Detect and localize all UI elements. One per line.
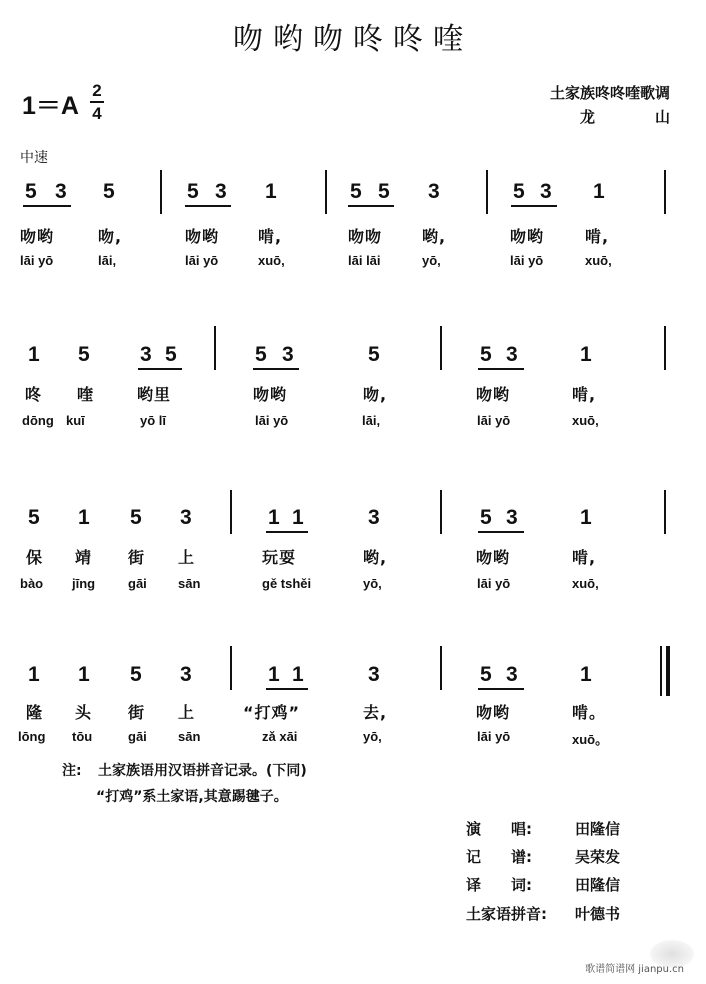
note: 5 — [480, 506, 492, 529]
lyric: 啃, — [258, 227, 283, 246]
note: 1 — [78, 663, 90, 686]
note: 3 — [368, 663, 380, 686]
note: 3 — [55, 180, 67, 203]
pinyin: xuō, — [572, 576, 599, 591]
pinyin: gāi — [128, 576, 147, 591]
barline — [230, 490, 232, 534]
barline — [486, 170, 488, 214]
lyric: 吻哟 — [476, 548, 511, 567]
pinyin: lāi yō — [510, 253, 544, 268]
barline — [440, 326, 442, 370]
time-sig-top: 2 — [92, 81, 102, 100]
note: 5 — [350, 180, 362, 203]
lyric: 吻哟 — [476, 385, 511, 404]
note: 1 — [78, 506, 90, 529]
pinyin: lāi yō — [477, 413, 511, 428]
lyric: 街 — [128, 548, 146, 567]
lyric: 哟里 — [137, 385, 172, 404]
footnote-label: 注: — [62, 763, 82, 779]
note: 1 — [268, 663, 280, 686]
lyric: 玩耍 — [262, 548, 297, 567]
lyric: 吻, — [363, 385, 388, 404]
note: 3 — [140, 343, 152, 366]
note: 1 — [292, 663, 304, 686]
pinyin: lāi yō — [255, 413, 289, 428]
pinyin: xuō, — [585, 253, 612, 268]
pinyin: zǎ xāi — [262, 729, 298, 744]
note: 5 — [165, 343, 177, 366]
note: 1 — [28, 343, 40, 366]
beam — [185, 205, 231, 207]
pinyin: gāi — [128, 729, 147, 744]
beam — [511, 205, 557, 207]
lyric: 靖 — [75, 548, 93, 567]
pinyin: bào — [20, 576, 44, 591]
pinyin: lāi yō — [20, 253, 54, 268]
credit-name: 吴荣发 — [575, 848, 621, 866]
note: 1 — [580, 506, 592, 529]
barline — [214, 326, 216, 370]
credit-name: 田隆信 — [575, 876, 621, 894]
beam — [478, 531, 524, 533]
note: 3 — [282, 343, 294, 366]
note: 5 — [255, 343, 267, 366]
lyric: 哟, — [422, 227, 447, 246]
credit-name: 田隆信 — [575, 820, 621, 838]
note: 3 — [506, 663, 518, 686]
note: 3 — [506, 506, 518, 529]
credit-role: 译 词: — [466, 876, 532, 894]
barline — [664, 326, 666, 370]
footnote-line-1: 土家族语用汉语拼音记录。(下同) — [98, 763, 307, 779]
barline — [230, 646, 232, 690]
lyric: 隆 — [26, 703, 44, 722]
key-signature: 1＝A — [22, 92, 79, 120]
lyric: 咚 — [25, 385, 43, 404]
note: 5 — [25, 180, 37, 203]
lyric: 上 — [178, 703, 196, 722]
lyric: 吻哟 — [20, 227, 55, 246]
lyric: 上 — [178, 548, 196, 567]
source-place: 龙 山 — [579, 108, 670, 126]
barline — [325, 170, 327, 214]
note: 1 — [28, 663, 40, 686]
lyric: 头 — [75, 703, 93, 722]
lyric: 哟, — [363, 548, 388, 567]
tempo-marking: 中速 — [20, 150, 48, 166]
beam — [23, 205, 71, 207]
credit-name: 叶德书 — [575, 905, 621, 923]
note: 3 — [368, 506, 380, 529]
note: 5 — [187, 180, 199, 203]
beam — [138, 368, 182, 370]
pinyin: dōng — [22, 413, 54, 428]
lyric: 去, — [363, 703, 388, 722]
note: 1 — [580, 343, 592, 366]
beam — [253, 368, 299, 370]
watermark: 歌谱简谱网 jianpu.cn — [585, 964, 684, 975]
note: 1 — [268, 506, 280, 529]
lyric: 啃, — [572, 548, 597, 567]
pinyin: xuō, — [258, 253, 285, 268]
lyric: 吻哟 — [253, 385, 288, 404]
credit-role: 演 唱: — [466, 820, 532, 838]
note: 1 — [580, 663, 592, 686]
pinyin: yō, — [363, 729, 382, 744]
pinyin: sān — [178, 729, 201, 744]
time-signature — [90, 80, 104, 124]
note: 5 — [378, 180, 390, 203]
credit-role: 记 谱: — [466, 848, 532, 866]
song-title: 吻哟吻咚咚喹 — [233, 22, 473, 57]
pinyin: yō lī — [140, 413, 167, 428]
pinyin: kuī — [66, 413, 85, 428]
pinyin: yō, — [363, 576, 382, 591]
lyric: 喹 — [77, 385, 95, 404]
time-sig-bottom: 4 — [92, 104, 102, 123]
pinyin: lāi, — [362, 413, 381, 428]
pinyin: xuō, — [572, 413, 599, 428]
note: 5 — [513, 180, 525, 203]
note: 1 — [292, 506, 304, 529]
pinyin: lāi yō — [477, 576, 511, 591]
beam — [348, 205, 394, 207]
pinyin: gě tshěi — [262, 576, 312, 591]
note: 5 — [28, 506, 40, 529]
lyric: 啃, — [572, 385, 597, 404]
note: 3 — [180, 663, 192, 686]
note: 5 — [480, 343, 492, 366]
barline — [440, 646, 442, 690]
credit-role: 土家语拼音: — [466, 905, 547, 923]
pinyin: yō, — [422, 253, 441, 268]
lyric: 啃。 — [572, 703, 607, 722]
beam — [478, 688, 524, 690]
beam — [266, 531, 308, 533]
barline — [664, 170, 666, 214]
lyric: 吻哟 — [476, 703, 511, 722]
note: 5 — [368, 343, 380, 366]
note: 3 — [540, 180, 552, 203]
note: 3 — [180, 506, 192, 529]
lyric: 吻哟 — [510, 227, 545, 246]
time-sig-line — [90, 101, 104, 103]
note: 5 — [103, 180, 115, 203]
note: 1 — [265, 180, 277, 203]
lyric: “打鸡” — [243, 703, 301, 722]
footnote-line-2: “打鸡”系土家语,其意踢毽子。 — [96, 789, 288, 805]
note: 5 — [78, 343, 90, 366]
pinyin: lāi yō — [185, 253, 219, 268]
barline — [440, 490, 442, 534]
note: 5 — [480, 663, 492, 686]
final-barline-thin — [660, 646, 662, 696]
note: 5 — [130, 506, 142, 529]
lyric: 街 — [128, 703, 146, 722]
lyric: 啃, — [585, 227, 610, 246]
note: 3 — [506, 343, 518, 366]
pinyin: lōng — [18, 729, 46, 744]
beam — [266, 688, 308, 690]
pinyin: lāi, — [98, 253, 117, 268]
note: 3 — [428, 180, 440, 203]
pinyin: lāi yō — [477, 729, 511, 744]
lyric: 保 — [26, 548, 44, 567]
note: 5 — [130, 663, 142, 686]
pinyin: sān — [178, 576, 201, 591]
final-barline-thick — [666, 646, 670, 696]
pinyin: lāi lāi — [348, 253, 381, 268]
note: 3 — [215, 180, 227, 203]
pinyin: xuō。 — [572, 732, 609, 747]
note: 1 — [593, 180, 605, 203]
lyric: 吻哟 — [185, 227, 220, 246]
pinyin: jīng — [72, 576, 96, 591]
lyric: 吻, — [98, 227, 123, 246]
source-genre: 土家族咚咚喹歌调 — [549, 84, 670, 102]
beam — [478, 368, 524, 370]
lyric: 吻吻 — [348, 227, 383, 246]
pinyin: tōu — [72, 729, 93, 744]
barline — [160, 170, 162, 214]
barline — [664, 490, 666, 534]
